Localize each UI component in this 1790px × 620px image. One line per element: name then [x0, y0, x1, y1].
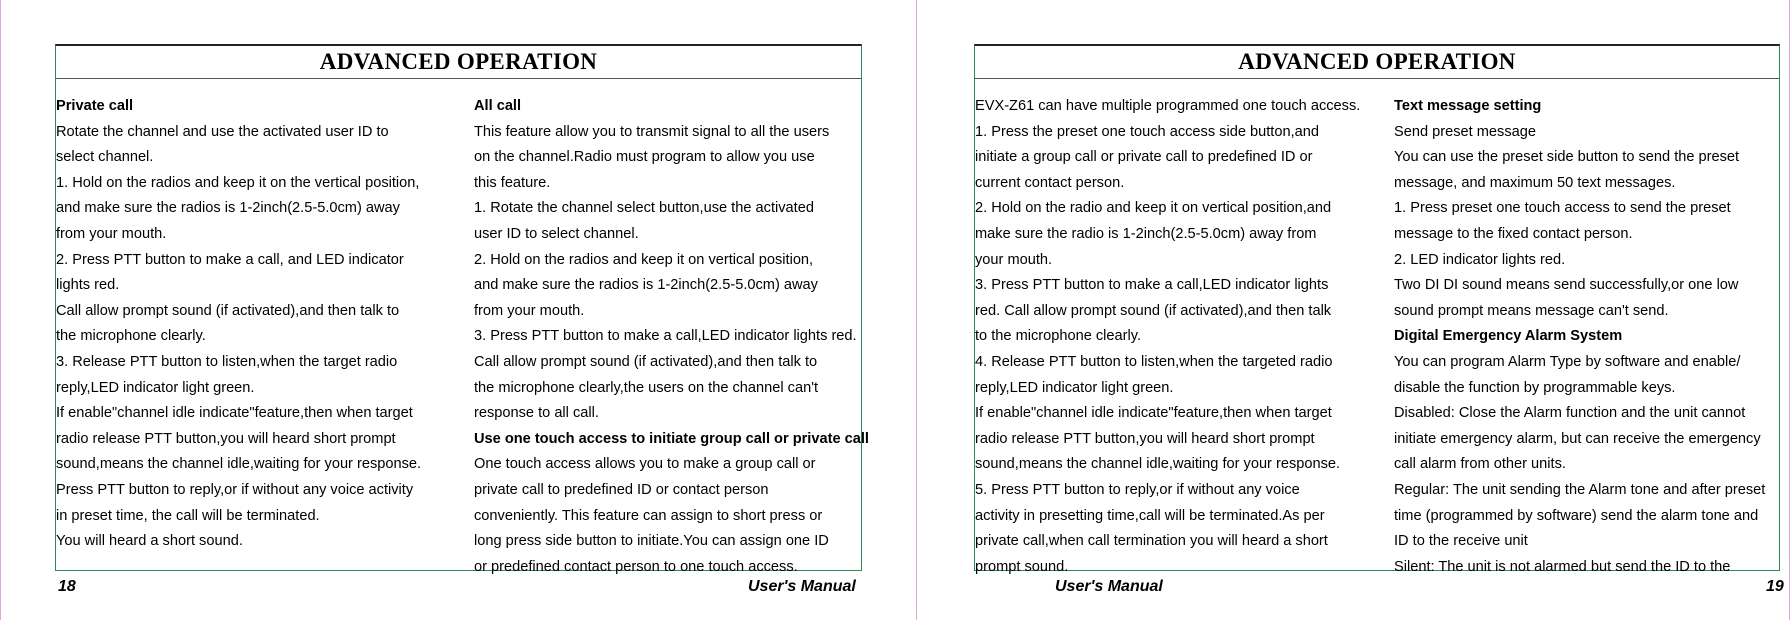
- text-line: long press side button to initiate.You can assign one ID: [474, 533, 829, 550]
- text-line: message, and maximum 50 text messages.: [1394, 174, 1676, 191]
- page-number-18: 18: [58, 578, 76, 595]
- text-line: make sure the radio is 1-2inch(2.5-5.0cm) away from: [975, 225, 1317, 242]
- text-line: user ID to select channel.: [474, 225, 639, 242]
- text-line: If enable"channel idle indicate"feature,then when target: [975, 405, 1332, 422]
- text-line: Call allow prompt sound (if activated),and then talk to: [56, 302, 400, 319]
- text-line: activity in presetting time,call will be terminated.As per: [975, 507, 1325, 524]
- text-line: initiate emergency alarm, but can receive the emergency: [1394, 430, 1761, 447]
- text-line: Press PTT button to reply,or if without any voice activity: [56, 481, 414, 498]
- text-line: response to all call.: [474, 405, 599, 422]
- section-heading: Digital Emergency Alarm System: [1394, 328, 1623, 345]
- text-line: Silent: The unit is not alarmed but send the ID to the: [1394, 558, 1731, 575]
- text-line: the microphone clearly.: [56, 328, 206, 345]
- text-line: sound,means the channel idle,waiting for your response.: [56, 456, 422, 473]
- text-line: You will heard a short sound.: [56, 533, 243, 550]
- text-line: red. Call allow prompt sound (if activated),and then talk: [975, 302, 1332, 319]
- footer-users-manual-right: User's Manual: [1055, 578, 1163, 595]
- text-line: sound,means the channel idle,waiting for your response.: [975, 456, 1341, 473]
- text-line: radio release PTT button,you will heard short prompt: [56, 430, 396, 447]
- text-line: on the channel.Radio must program to allow you use: [474, 149, 815, 166]
- text-line: message to the fixed contact person.: [1394, 225, 1633, 242]
- text-line: 1. Press preset one touch access to send the preset: [1394, 200, 1731, 217]
- text-line: time (programmed by software) send the alarm tone and: [1394, 507, 1759, 524]
- page-19-title: ADVANCED OPERATION: [975, 46, 1779, 79]
- text-line: disable the function by programmable keys.: [1394, 379, 1676, 396]
- section-heading: Private call: [56, 98, 134, 114]
- page-19-frame: [974, 44, 1780, 575]
- text-line: sound prompt means message can't send.: [1394, 302, 1669, 319]
- text-line: select channel.: [56, 149, 154, 166]
- text-line: radio release PTT button,you will heard short prompt: [975, 430, 1315, 447]
- text-line: reply,LED indicator light green.: [56, 379, 255, 396]
- footer-users-manual-left: User's Manual: [748, 578, 856, 595]
- text-line: 3. Press PTT button to make a call,LED indicator lights red.: [474, 328, 857, 345]
- page-18-title: ADVANCED OPERATION: [56, 46, 861, 79]
- text-line: from your mouth.: [56, 225, 167, 242]
- text-line: Disabled: Close the Alarm function and the unit cannot: [1394, 405, 1746, 422]
- text-line: 2. LED indicator lights red.: [1394, 251, 1566, 268]
- text-line: and make sure the radios is 1-2inch(2.5-5.0cm) away: [56, 200, 400, 217]
- text-line: 3. Release PTT button to listen,when the target radio: [56, 353, 398, 370]
- text-line: You can use the preset side button to send the preset: [1394, 149, 1740, 166]
- text-line: 2. Hold on the radios and keep it on vertical position,: [474, 251, 814, 268]
- text-line: Regular: The unit sending the Alarm tone and after preset: [1394, 481, 1766, 498]
- text-line: If enable"channel idle indicate"feature,then when target: [56, 405, 413, 422]
- text-line: reply,LED indicator light green.: [975, 379, 1174, 396]
- page-19: [917, 0, 1790, 620]
- page-19-column-2: [1394, 94, 1789, 580]
- text-line: This feature allow you to transmit signal to all the users: [474, 123, 830, 140]
- text-line: from your mouth.: [474, 302, 585, 319]
- text-line: this feature.: [474, 174, 551, 191]
- text-line: prompt sound.: [975, 558, 1069, 575]
- page-18-column-2: [474, 94, 869, 580]
- text-line: or predefined contact person to one touch access.: [474, 558, 798, 575]
- text-line: 4. Release PTT button to listen,when the targeted radio: [975, 353, 1333, 370]
- text-line: lights red.: [56, 277, 120, 294]
- text-line: Send preset message: [1394, 123, 1536, 140]
- text-line: ID to the receive unit: [1394, 533, 1528, 550]
- text-line: 5. Press PTT button to reply,or if without any voice: [975, 481, 1300, 498]
- page-number-19: 19: [1766, 578, 1784, 595]
- text-line: private call,when call termination you will heard a short: [975, 533, 1328, 550]
- section-heading: Text message setting: [1394, 98, 1542, 114]
- text-line: 1. Hold on the radios and keep it on the vertical position,: [56, 174, 420, 191]
- text-line: Two DI DI sound means send successfully,or one low: [1394, 277, 1739, 294]
- text-line: One touch access allows you to make a group call or: [474, 456, 816, 473]
- text-line: private call to predefined ID or contact person: [474, 481, 769, 498]
- text-line: call alarm from other units.: [1394, 456, 1566, 473]
- text-line: 3. Press PTT button to make a call,LED indicator lights: [975, 277, 1329, 294]
- text-line: your mouth.: [975, 251, 1053, 268]
- text-line: current contact person.: [975, 174, 1125, 191]
- text-line: 1. Rotate the channel select button,use the activated: [474, 200, 814, 217]
- text-line: to the microphone clearly.: [975, 328, 1142, 345]
- page-18-frame: [55, 44, 869, 575]
- text-line: EVX-Z61 can have multiple programmed one touch access.: [975, 98, 1361, 114]
- text-line: 2. Press PTT button to make a call, and LED indicator: [56, 251, 404, 268]
- text-line: 1. Press the preset one touch access side button,and: [975, 123, 1319, 140]
- text-line: Call allow prompt sound (if activated),and then talk to: [474, 353, 818, 370]
- text-line: initiate a group call or private call to predefined ID or: [975, 149, 1313, 166]
- text-line: the microphone clearly,the users on the channel can't: [474, 379, 819, 396]
- text-line: You can program Alarm Type by software and enable/: [1394, 353, 1741, 370]
- page-19-column-1: [975, 94, 1380, 580]
- text-line: 2. Hold on the radio and keep it on vertical position,and: [975, 200, 1332, 217]
- section-heading: Use one touch access to initiate group call or private call: [474, 430, 869, 447]
- text-line: in preset time, the call will be terminated.: [56, 507, 320, 524]
- text-line: Rotate the channel and use the activated user ID to: [56, 123, 389, 140]
- section-heading: All call: [474, 98, 522, 114]
- text-line: and make sure the radios is 1-2inch(2.5-5.0cm) away: [474, 277, 818, 294]
- text-line: conveniently. This feature can assign to short press or: [474, 507, 823, 524]
- page-18-column-1: [56, 94, 461, 555]
